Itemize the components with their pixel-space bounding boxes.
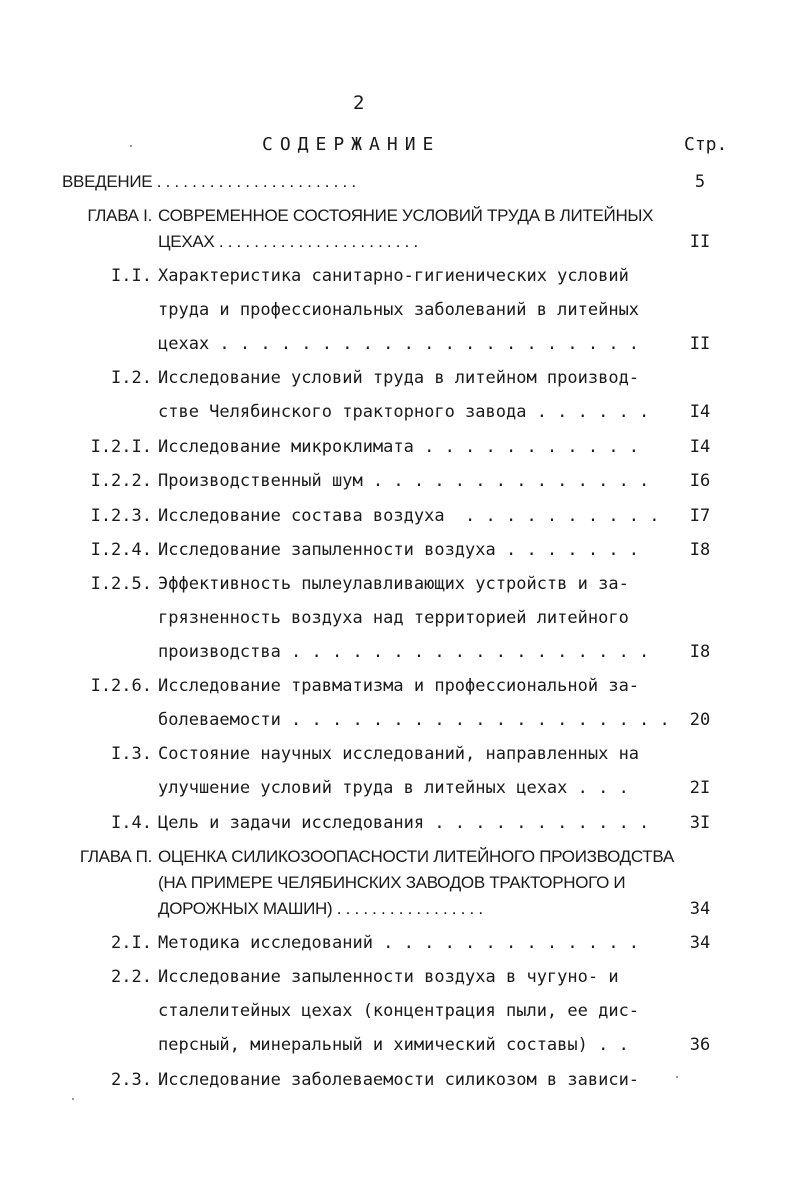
toc-entry-text: Исследование травматизма и профессиональной за- [158,676,640,696]
scan-speck [676,1076,678,1078]
toc-entry-number: I.2.6. [90,676,152,696]
toc-entry-text: ВВЕДЕНИЕ . . . . . . . . . . . . . . . . . . . . . . . [62,172,356,191]
toc-entry-number: I.2.I. [90,437,152,457]
toc-entry-text: Исследование запыленности воздуха в чугуно- и [158,967,619,987]
toc-entry-page: I8 [689,642,711,662]
toc-entry-page: 34 [689,933,711,953]
toc-entry-number: 2.3. [111,1070,152,1090]
toc-entry-page: I4 [689,402,711,422]
toc-entry-text: Эффективность пылеулавливающих устройств и за- [158,574,629,594]
scan-speck [72,1098,74,1100]
toc-entry-number: ГЛАВА I. [87,206,152,225]
toc-entry-text: персный, минеральный и химический составы) . . [158,1035,629,1055]
toc-entry-page: II [689,232,711,252]
toc-entry-page: 2I [689,778,711,798]
toc-entry-text: Исследование условий труда в литейном производ- [158,368,640,388]
toc-entry-number: 2.I. [111,933,152,953]
toc-entry-text: цехах . . . . . . . . . . . . . . . . . . . . . [158,334,640,354]
toc-entry-text: Исследование состава воздуха . . . . . . . . . . [158,506,660,526]
page-number: 2 [353,92,365,114]
toc-entry-page: I8 [689,540,711,560]
toc-entry-text: Исследование заболеваемости силикозом в зависи- [158,1070,640,1090]
toc-entry-text: ЦЕХАХ . . . . . . . . . . . . . . . . . . . . . . . [158,232,418,251]
toc-entry-number: ГЛАВА П. [79,847,152,866]
toc-entry-text: Исследование запыленности воздуха . . . . . . . [158,540,640,560]
toc-entry-text: Производственный шум . . . . . . . . . . . . . . [158,471,650,491]
page-column-header: Стр. [684,134,728,155]
toc-entry-number: I.2.3. [90,506,152,526]
toc-entry-text: Методика исследований . . . . . . . . . . . . . [158,933,640,953]
toc-entry-text: стве Челябинского тракторного завода . . . . . . [158,402,650,422]
toc-entry-number: I.2.2. [90,471,152,491]
toc-entry-page: II [689,334,711,354]
toc-entry-text: СОВРЕМЕННОЕ СОСТОЯНИЕ УСЛОВИЙ ТРУДА В ЛИТЕЙНЫХ [158,206,654,225]
toc-entry-page: I7 [689,506,711,526]
toc-title: СОДЕРЖАНИЕ [262,134,441,155]
toc-entry-text: ОЦЕНКА СИЛИКОЗООПАСНОСТИ ЛИТЕЙНОГО ПРОИЗВОДСТВА [158,847,674,866]
toc-entry-page: 36 [689,1035,711,1055]
toc-entry-page: 34 [689,899,711,919]
toc-entry-number: I.3. [111,744,152,764]
toc-entry-text: производства . . . . . . . . . . . . . . . . . . [158,642,650,662]
toc-entry-text: труда и профессиональных заболеваний в литейных [158,300,640,320]
toc-entry-page: 20 [689,710,711,730]
toc-entry-text: улучшение условий труда в литейных цехах . . . [158,778,629,798]
toc-entry-page: I4 [689,437,711,457]
toc-entry-text: Исследование микроклимата . . . . . . . . . . . [158,437,640,457]
toc-entry-text: болеваемости . . . . . . . . . . . . . . . . . . . [158,710,670,730]
toc-entry-number: 2.2. [111,967,152,987]
toc-entry-number: I.4. [111,813,152,833]
toc-entry-number: I.2. [111,368,152,388]
toc-entry-page: 3I [689,813,711,833]
toc-entry-text: Цель и задачи исследования . . . . . . . . . . . [158,813,650,833]
toc-entry-number: I.2.5. [90,574,152,594]
toc-entry-text: Характеристика санитарно-гигиенических условий [158,266,629,286]
toc-entry-page: I6 [689,471,711,491]
scan-speck [130,145,132,147]
toc-entry-text: ДОРОЖНЫХ МАШИН) . . . . . . . . . . . . . . . . . [158,899,483,918]
toc-entry-text: сталелитейных цехах (концентрация пыли, ее дис- [158,1001,640,1021]
toc-entry-text: грязненность воздуха над территорией литейного [158,608,629,628]
toc-entry-number: I.2.4. [90,540,152,560]
toc-entry-text: Состояние научных исследований, направленных на [158,744,640,764]
toc-entry-number: I.I. [111,266,152,286]
toc-entry-text: (НА ПРИМЕРЕ ЧЕЛЯБИНСКИХ ЗАВОДОВ ТРАКТОРНОГО И [158,873,626,892]
toc-entry-page: 5 [694,172,706,192]
